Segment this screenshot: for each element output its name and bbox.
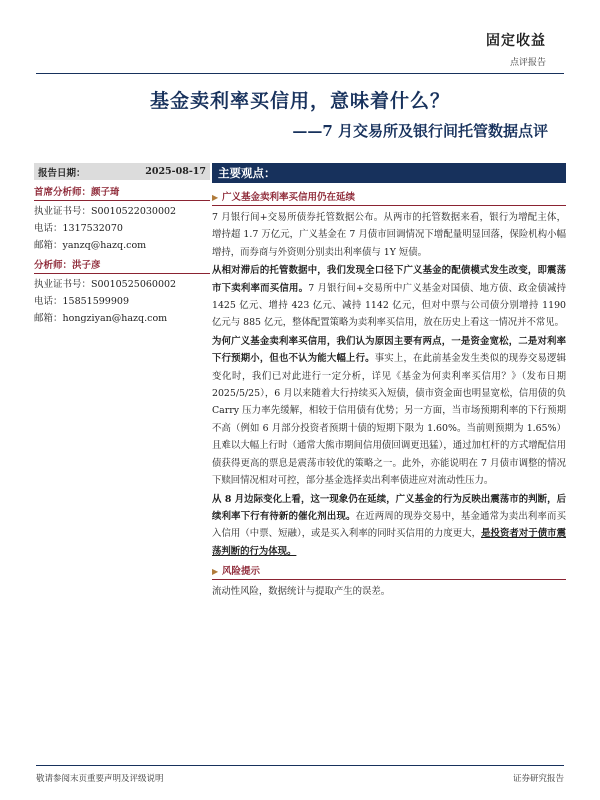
analyst-email[interactable]: 邮箱：hongziyan@hazq.com	[34, 313, 168, 324]
report-type: 固定收益	[486, 33, 546, 49]
paragraph-text: 7 月银行间+交易所债券托管数据公布。从两市的托管数据来看，银行为增配主体，增持超 1.7 万亿元，广义基金在 7 月债市回调情况下增配量明显回落，保险机构小幅增持，而券商与外资则分别卖出利率债与 1Y 短债。	[212, 212, 566, 258]
analyst-divider	[34, 273, 210, 274]
analyst-phone: 电话：15851599909	[34, 296, 129, 307]
report-date-bar	[34, 163, 210, 180]
report-subtype: 点评报告	[509, 58, 546, 68]
footer-label: 证券研究报告	[512, 774, 564, 784]
paragraph	[212, 262, 566, 332]
paragraph	[212, 491, 566, 561]
header-divider	[36, 73, 564, 74]
paragraph-bold-text: 从 8 月边际变化上看，这一现象仍在延续，广义基金的行为反映出震荡市的判断，后续利率下行有待新的催化剂出现。	[212, 493, 566, 522]
section-title: 主要观点：	[212, 163, 566, 183]
paragraph	[212, 209, 566, 261]
analyst-cert: 执业证书号：S0010525060002	[34, 279, 177, 290]
report-subtitle: ——7 月交易所及银行间托管数据点评	[292, 122, 548, 140]
footer-divider	[36, 765, 564, 766]
analyst-email[interactable]: 邮箱：yanzq@hazq.com	[34, 240, 147, 251]
paragraph	[212, 583, 566, 600]
paragraph	[212, 333, 566, 490]
analyst-name: 分析师：洪子彦	[34, 260, 101, 271]
footer-disclaimer: 敬请参阅末页重要声明及评级说明	[36, 774, 164, 784]
sidebar	[34, 163, 210, 327]
triangle-bullet-icon: ▶	[212, 192, 219, 202]
paragraph-underlined-text: 是投资者对于债市震荡判断的行为体现。	[212, 528, 566, 557]
analyst-name: 首席分析师：颜子琦	[34, 187, 120, 198]
date-value: 2025-08-17	[145, 166, 206, 177]
report-title: 基金卖利率买信用，意味着什么？	[149, 90, 450, 112]
paragraph-text: 7 月银行间+交易所中广义基金对国债、地方债、政金债减持 1425 亿元、增持 423 亿元、减持 1142 亿元，但对中票与公司债分别增持 1190 亿元与 885 亿元，整体配置策略为卖利率买信用，放在历史上看这一情况并不常见。	[212, 282, 566, 329]
paragraph-text: 流动性风险，数据统计与提取产生的误差。	[212, 586, 391, 598]
paragraph-text: 在近两周的现券交易中，基金通常为卖出利率而买入信用（中票、短融），或是买入利率的同时买信用的力度更大，	[212, 510, 566, 540]
analyst-phone: 电话：13175320​70	[34, 223, 123, 234]
paragraph-bold-text: 为何广义基金卖利率买信用，我们认为原因主要有两点，一是资金宽松，二是对利率下行预期小，但也不认为能大幅上行。	[212, 335, 566, 365]
paragraph-text: 事实上，在此前基金发生类似的现券交易逻辑变化时，我们已对此进行一定分析，详见《基金为何卖利率买信用？》（发布日期 2025/5/25），6 月以来随着大行持续买入短债，债市资金面也明显宽松，信用债的负 Carry 压力率先缓解，相较于信用债有优势；另一方面，当市场预期利率的下行预期不高（例如 6 月部分投资者预期十债的短期下限为 1.60%。当前则预期为 1.65%）且难以大幅上行时（通常大熊市期间信用债回调更迅猛），通过加杠杆的方式增配信用债获得更高的票息是震荡市较优的策略之一。此外，亦能说明在 7 月债市调整的情况下赎回情况相对可控，部分基金选择卖出利率债进应对流动性压力。	[212, 353, 566, 487]
analyst-cert: 执业证书号：S0010522030002	[34, 206, 177, 217]
triangle-bullet-icon: ▶	[212, 566, 219, 577]
paragraph-bold-text: 从相对滞后的托管数据中，我们发现全口径下广义基金的配债模式发生改变，即震荡市下卖利率而买信用。	[212, 265, 566, 294]
subsection-heading	[212, 189, 566, 206]
subsection-title: 广义基金卖利率买信用仍在延续	[222, 192, 356, 203]
subsection-title: 风险提示	[222, 566, 261, 578]
analyst-divider	[34, 200, 210, 201]
subsection-heading	[212, 563, 566, 580]
date-label: 报告日期：	[38, 167, 86, 179]
main-content	[212, 189, 566, 602]
